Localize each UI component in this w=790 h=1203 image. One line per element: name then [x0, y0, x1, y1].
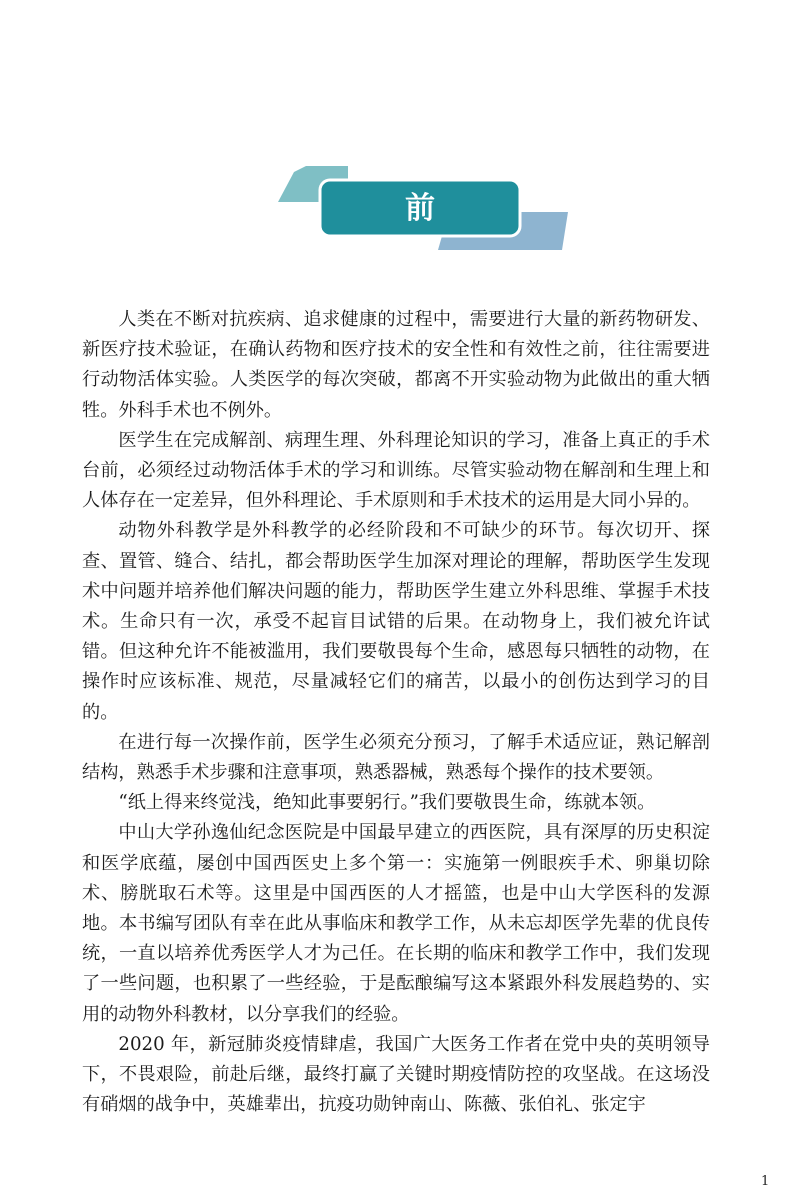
paragraph: 在进行每一次操作前，医学生必须充分预习，了解手术适应证，熟记解剖结构，熟悉手术步骤和注意事项，熟悉器械，熟悉每个操作的技术要领。 [82, 731, 710, 784]
page-number: 1 [761, 1174, 770, 1189]
paragraph: 2020 年，新冠肺炎疫情肆虐，我国广大医务工作者在党中央的英明领导下，不畏艰险，前赴后继，最终打赢了关键时期疫情防控的攻坚战。在这场没有硝烟的战争中，英雄辈出，抗疫功勋钟南山、陈薇、张伯礼、张定宇 [82, 1033, 710, 1116]
paragraph: 医学生在完成解剖、病理生理、外科理论知识的学习，准备上真正的手术台前，必须经过动物活体手术的学习和训练。尽管实验动物在解剖和生理上和人体存在一定差异，但外科理论、手术原则和手术技术的运用是大同小异的。 [82, 429, 710, 512]
paragraph: 动物外科教学是外科教学的必经阶段和不可缺少的环节。每次切开、探查、置管、缝合、结扎，都会帮助医学生加深对理论的理解，帮助医学生发现术中问题并培养他们解决问题的能力，帮助医学生建立外科思维、掌握手术技术。生命只有一次，承受不起盲目试错的后果。在动物身上，我们被允许试错。但这种允许不能被滥用，我们要敬畏每个生命，感恩每只牺牲的动物，在操作时应该标准、规范，尽量减轻它们的痛苦，以最小的创伤达到学习的目的。 [82, 520, 710, 723]
title-banner [278, 166, 568, 276]
page-title: 前 言 [383, 191, 553, 276]
paragraph: 人类在不断对抗疾病、追求健康的过程中，需要进行大量的新药物研发、新医疗技术验证，在确认药物和医疗技术的安全性和有效性之前，往往需要进行动物活体实验。人类医学的每次突破，都离不开实验动物为此做出的重大牺牲。外科手术也不例外。 [82, 309, 710, 421]
paragraph: 中山大学孙逸仙纪念医院是中国最早建立的西医院，具有深厚的历史积淀和医学底蕴，屡创中国西医史上多个第一：实施第一例眼疾手术、卵巢切除术、膀胱取石术等。这里是中国西医的人才摇篮，也是中山大学医科的发源地。本书编写团队有幸在此从事临床和教学工作，从未忘却医学先辈的优良传统，一直以培养优秀医学人才为己任。在长期的临床和教学工作中，我们发现了一些问题，也积累了一些经验，于是酝酿编写这本紧跟外科发展趋势的、实用的动物外科教材，以分享我们的经验。 [82, 822, 710, 1025]
body-text [82, 305, 710, 1120]
paragraph: “纸上得来终觉浅，绝知此事要躬行。”我们要敬畏生命，练就本领。 [118, 792, 656, 814]
